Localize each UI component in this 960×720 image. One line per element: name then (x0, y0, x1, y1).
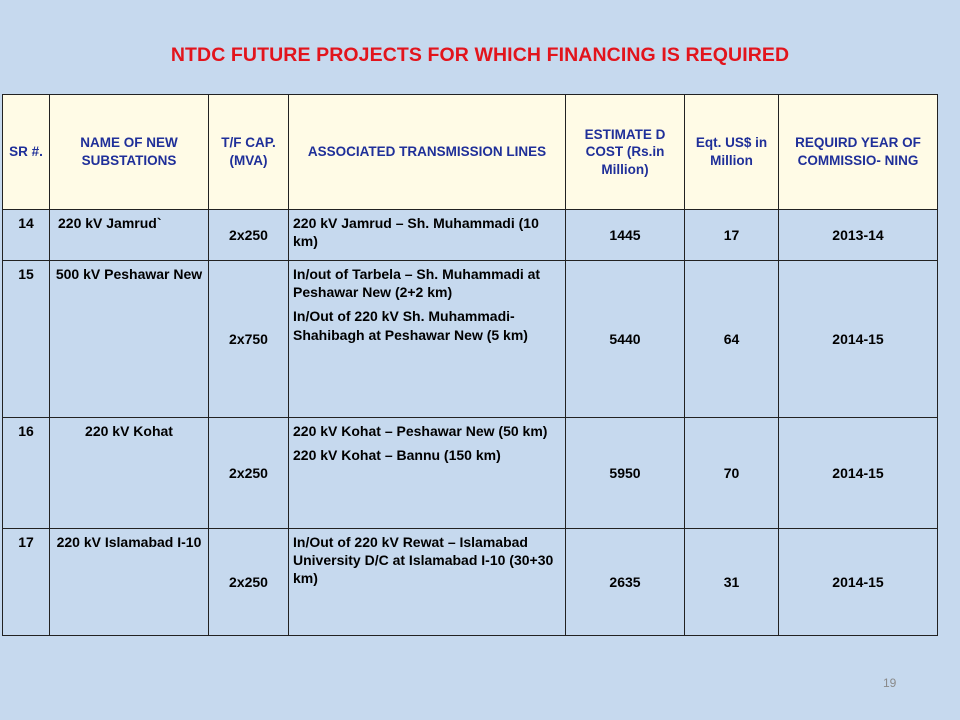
transmission-line: 220 kV Kohat – Bannu (150 km) (293, 447, 501, 464)
cell-capacity: 2x250 (209, 418, 289, 529)
header-estimated-cost: ESTIMATE D COST (Rs.in Million) (566, 95, 685, 210)
cell-transmission-lines (289, 210, 566, 261)
cell-commissioning-year: 2014-15 (779, 529, 938, 636)
table-row (3, 261, 938, 418)
transmission-line: In/Out of 220 kV Sh. Muhammadi-Shahibagh at Peshawar New (5 km) (293, 308, 528, 343)
cell-substation-name: 220 kV Jamrud` (50, 210, 209, 261)
page-number: 19 (883, 676, 897, 690)
table-row (3, 418, 938, 529)
header-usd-equivalent: Eqt. US$ in Million (685, 95, 779, 210)
cell-capacity: 2x750 (209, 261, 289, 418)
cell-substation-name: 220 kV Islamabad I-10 (50, 529, 209, 636)
transmission-line: 220 kV Jamrud – Sh. Muhammadi (10 km) (293, 215, 539, 250)
cell-capacity: 2x250 (209, 529, 289, 636)
cell-usd-equivalent: 31 (685, 529, 779, 636)
cell-commissioning-year: 2014-15 (779, 418, 938, 529)
cell-transmission-lines (289, 418, 566, 529)
cell-transmission-lines (289, 261, 566, 418)
cell-sr: 14 (3, 210, 50, 261)
cell-estimated-cost: 1445 (566, 210, 685, 261)
cell-capacity: 2x250 (209, 210, 289, 261)
cell-usd-equivalent: 17 (685, 210, 779, 261)
transmission-line: In/Out of 220 kV Rewat – Islamabad University D/C at Islamabad I-10 (30+30 km) (293, 534, 554, 587)
cell-commissioning-year: 2014-15 (779, 261, 938, 418)
slide-title: NTDC FUTURE PROJECTS FOR WHICH FINANCING IS REQUIRED (170, 44, 790, 66)
projects-table (2, 94, 938, 636)
table-row (3, 529, 938, 636)
cell-estimated-cost: 5440 (566, 261, 685, 418)
transmission-line: 220 kV Kohat – Peshawar New (50 km) (293, 423, 548, 439)
cell-usd-equivalent: 70 (685, 418, 779, 529)
header-capacity: T/F CAP. (MVA) (209, 95, 289, 210)
cell-usd-equivalent: 64 (685, 261, 779, 418)
header-transmission-lines: ASSOCIATED TRANSMISSION LINES (289, 95, 566, 210)
transmission-line: In/out of Tarbela – Sh. Muhammadi at Peshawar New (2+2 km) (293, 266, 541, 301)
cell-estimated-cost: 5950 (566, 418, 685, 529)
header-sr: SR #. (3, 95, 50, 210)
cell-substation-name: 500 kV Peshawar New (50, 261, 209, 418)
header-substation-name: NAME OF NEW SUBSTATIONS (50, 95, 209, 210)
cell-commissioning-year: 2013-14 (779, 210, 938, 261)
cell-sr: 15 (3, 261, 50, 418)
cell-transmission-lines (289, 529, 566, 636)
table-row (3, 210, 938, 261)
cell-estimated-cost: 2635 (566, 529, 685, 636)
cell-sr: 16 (3, 418, 50, 529)
cell-substation-name: 220 kV Kohat (50, 418, 209, 529)
cell-sr: 17 (3, 529, 50, 636)
header-row (3, 95, 938, 210)
header-commissioning-year: REQUIRD YEAR OF COMMISSIO- NING (779, 95, 938, 210)
